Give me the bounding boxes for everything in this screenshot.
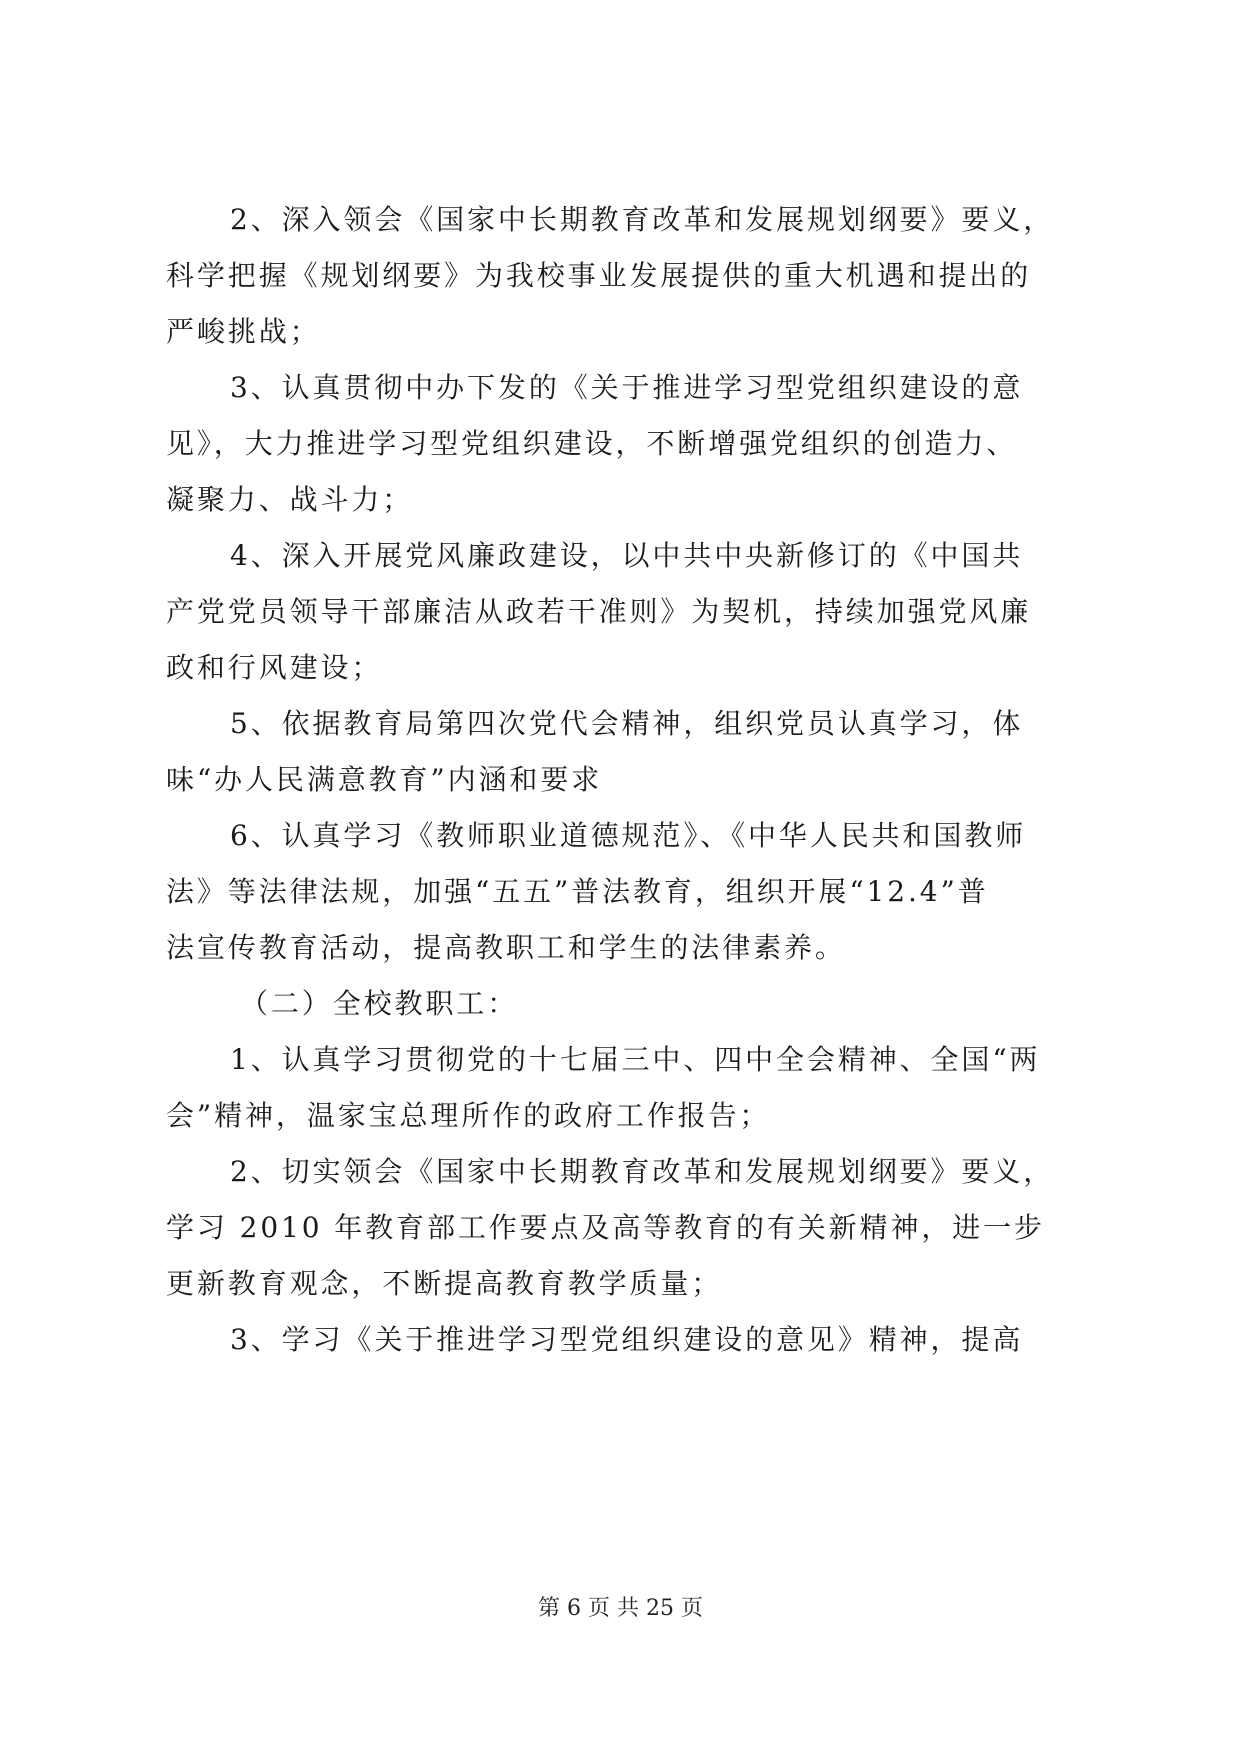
paragraph-line: 严峻挑战； [166,315,321,348]
paragraph-line: 1、认真学习贯彻党的十七届三中、四中全会精神、全国“两 [230,1043,1041,1076]
paragraph-line: 会”精神，温家宝总理所作的政府工作报告； [166,1099,771,1132]
paragraph-line: 3、认真贯彻中办下发的《关于推进学习型党组织建设的意 [230,371,1024,404]
paragraph-line: 2、切实领会《国家中长期教育改革和发展规划纲要》要义， [230,1155,1055,1188]
paragraph-line: 3、学习《关于推进学习型党组织建设的意见》精神，提高 [230,1323,1024,1356]
paragraph-line: 味“办人民满意教育”内涵和要求 [166,763,603,796]
paragraph-line: 产党党员领导干部廉洁从政若干准则》为契机，持续加强党风廉 [166,595,1032,628]
paragraph-line: 5、依据教育局第四次党代会精神，组织党员认真学习，体 [230,707,1024,740]
paragraph-line: 法》等法律法规，加强“五五”普法教育，组织开展“12.4”普 [166,875,989,908]
paragraph-line: 6、认真学习《教师职业道德规范》、《中华人民共和国教师 [230,819,1027,852]
paragraph-line: 学习 2010 年教育部工作要点及高等教育的有关新精神，进一步 [166,1211,1045,1244]
page-number-label: 第 6 页 共 25 页 [538,1596,703,1621]
paragraph-line: 科学把握《规划纲要》为我校事业发展提供的重大机遇和提出的 [166,259,1032,292]
paragraph-line: 见》，大力推进学习型党组织建设，不断增强党组织的创造力、 [166,427,1018,460]
page-footer [0,1594,1241,1624]
paragraph-line: 凝聚力、战斗力； [166,483,414,516]
paragraph-line: 政和行风建设； [166,651,383,684]
paragraph-line: 更新教育观念，不断提高教育教学质量； [166,1267,723,1300]
paragraph-line: 4、深入开展党风廉政建设，以中共中央新修订的《中国共 [230,539,1024,572]
paragraph-line: 2、深入领会《国家中长期教育改革和发展规划纲要》要义， [230,203,1055,236]
paragraph-line: 法宣传教育活动，提高教职工和学生的法律素养。 [166,931,846,964]
section-heading: （二）全校教职工： [240,987,519,1020]
